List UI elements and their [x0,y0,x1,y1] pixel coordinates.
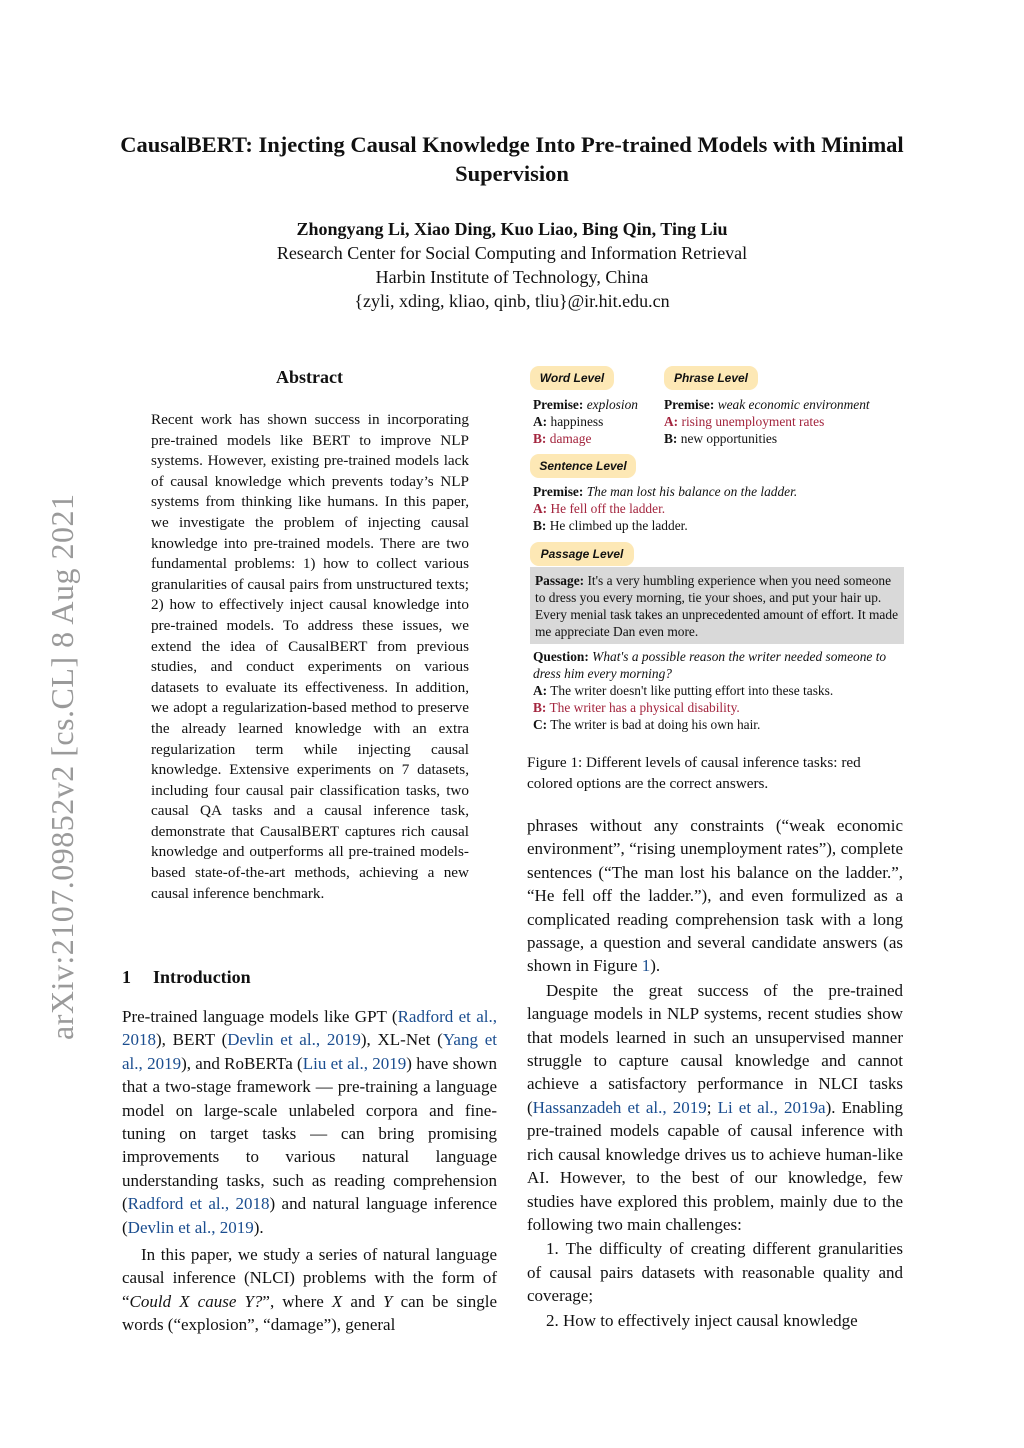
figure-reference-link[interactable]: 1 [641,956,651,976]
section-title: Introduction [153,967,251,987]
citation-link[interactable]: Radford et al., 2018 [122,1007,497,1050]
citation-link[interactable]: Radford et al., 2018 [127,1194,270,1214]
affiliation-university: Harbin Institute of Technology, China [375,267,649,287]
section-number: 1 [122,967,131,987]
citation-link[interactable]: Devlin et al., 2019 [227,1030,361,1050]
citation-link[interactable]: Li et al., 2019a [717,1097,826,1117]
abstract-heading: Abstract [276,367,343,387]
citation-link[interactable]: Liu et al., 2019 [302,1053,407,1073]
word-level-example: Premise: explosion A: happiness B: damage [533,397,639,446]
challenge-item-1: 1. The difficulty of creating different granularities of causal pairs datasets with reasonable quality and coverage; [527,1239,903,1306]
passage-box: Passage: It's a very humbling experience when you need someone to dress you every morning, tie your shoes, and put your hair up. Every menial task takes an unprecedented amount of effort. It made me appreciate Dan even more. [530,567,904,644]
figure-caption: Figure 1: Different levels of causal inference tasks: red colored options are the correct answers. [527,754,861,792]
intro-left-column [122,1005,497,1337]
citation-link[interactable]: Yang et al., 2019 [122,1030,497,1073]
intro-paragraph-2: In this paper, we study a series of natural language causal inference (NLCI) problems with the form of “Could X cause Y?”, where X and Y can be single words (“explosion”, “damage”), general [122,1245,498,1335]
intro-paragraph-1: Pre-trained language models like GPT (Radford et al., 2018), BERT (Devlin et al., 2019), XL-Net (Yang et al., 2019), and RoBERTa (Liu et al., 2019) have shown that a two-stage framework — pre-training a language model on large-scale unlabeled corpora and fine-tuning on target tasks — can bring promising improvements to various natural language understanding tasks, such as reading comprehension (Radford et al., 2018) and natural language inference (Devlin et al., 2019). [122,1007,497,1237]
arxiv-identifier: arXiv:2107.09852v2 [cs.CL] 8 Aug 2021 [44,493,80,1040]
intro-right-column [527,814,903,1332]
right-paragraph-1: phrases without any constraints (“weak economic environment”, “rising unemployment rates”), complete sentences (“The man lost his balance on the ladder.”, “He fell off the ladder.”), and even formulized as a complicated reading comprehension task with a long passage, a question and several candidate answers (as shown in Figure 1). [527,816,903,976]
author-list: Zhongyang Li, Xiao Ding, Kuo Liao, Bing Qin, Ting Liu [296,219,728,239]
passage-question-block: Question: What's a possible reason the writer needed someone to dress him every morning? A: The writer doesn't like putting effort into these tasks. B: The writer has a physical disability. C: The writer is bad at doing his own hair. [533,649,887,732]
citation-link[interactable]: Hassanzadeh et al., 2019 [532,1097,707,1117]
citation-link[interactable]: Devlin et al., 2019 [127,1217,254,1237]
affiliation-institute: Research Center for Social Computing and Information Retrieval [276,243,748,263]
paper-title: CausalBERT: Injecting Causal Knowledge Into Pre-trained Models with Minimal Supervision [120,132,904,186]
challenge-item-2: 2. How to effectively inject causal knowledge [546,1310,858,1330]
phrase-level-example: Premise: weak economic environment A: rising unemployment rates B: new opportunities [664,397,870,446]
word-level-tag: Word Level [530,366,614,390]
phrase-level-tag: Phrase Level [664,366,758,390]
sentence-level-example: Premise: The man lost his balance on the ladder. A: He fell off the ladder. B: He climbed up the ladder. [533,484,798,533]
abstract-text: Recent work has shown success in incorporating pre-trained models like BERT to improve NLP systems. However, existing pre-trained models lack of causal knowledge which prevents today’s NLP systems from thinking like humans. In this paper, we investigate the problem of injecting causal knowledge into pre-trained models. There are two fundamental problems: 1) how to collect various granularities of causal pairs from unstructured texts; 2) how to effectively inject causal knowledge into pre-trained models. To address these issues, we extend the idea of CausalBERT from previous studies, and conduct experiments on various datasets to evaluate its effectiveness. In addition, we adopt a regularization-based method to preserve the already learned knowledge with an extra regularization term while injecting causal knowledge. Extensive experiments on 7 datasets, including four causal pair classification tasks, two causal QA tasks and a causal inference task, demonstrate that CausalBERT captures rich causal knowledge and outperforms all pre-trained models-based state-of-the-art methods, achieving a new causal inference benchmark. [151,411,469,902]
right-paragraph-2: Despite the great success of the pre-trained language models in NLP systems, recent studies show that models learned in such an unsupervised manner struggle to capture causal knowledge and cannot achieve a satisfactory performance in NLCI tasks (Hassanzadeh et al., 2019; Li et al., 2019a). Enabling pre-trained models capable of causal inference with rich causal knowledge drives us to achieve human-like AI. However, to the best of our knowledge, few studies have explored this problem, mainly due to the following two main challenges: [527,980,903,1234]
sentence-level-tag: Sentence Level [530,454,636,478]
passage-level-tag: Passage Level [530,542,634,566]
author-emails: {zyli, xding, kliao, qinb, tliu}@ir.hit.edu.cn [354,291,670,311]
section-heading-introduction [122,967,497,988]
